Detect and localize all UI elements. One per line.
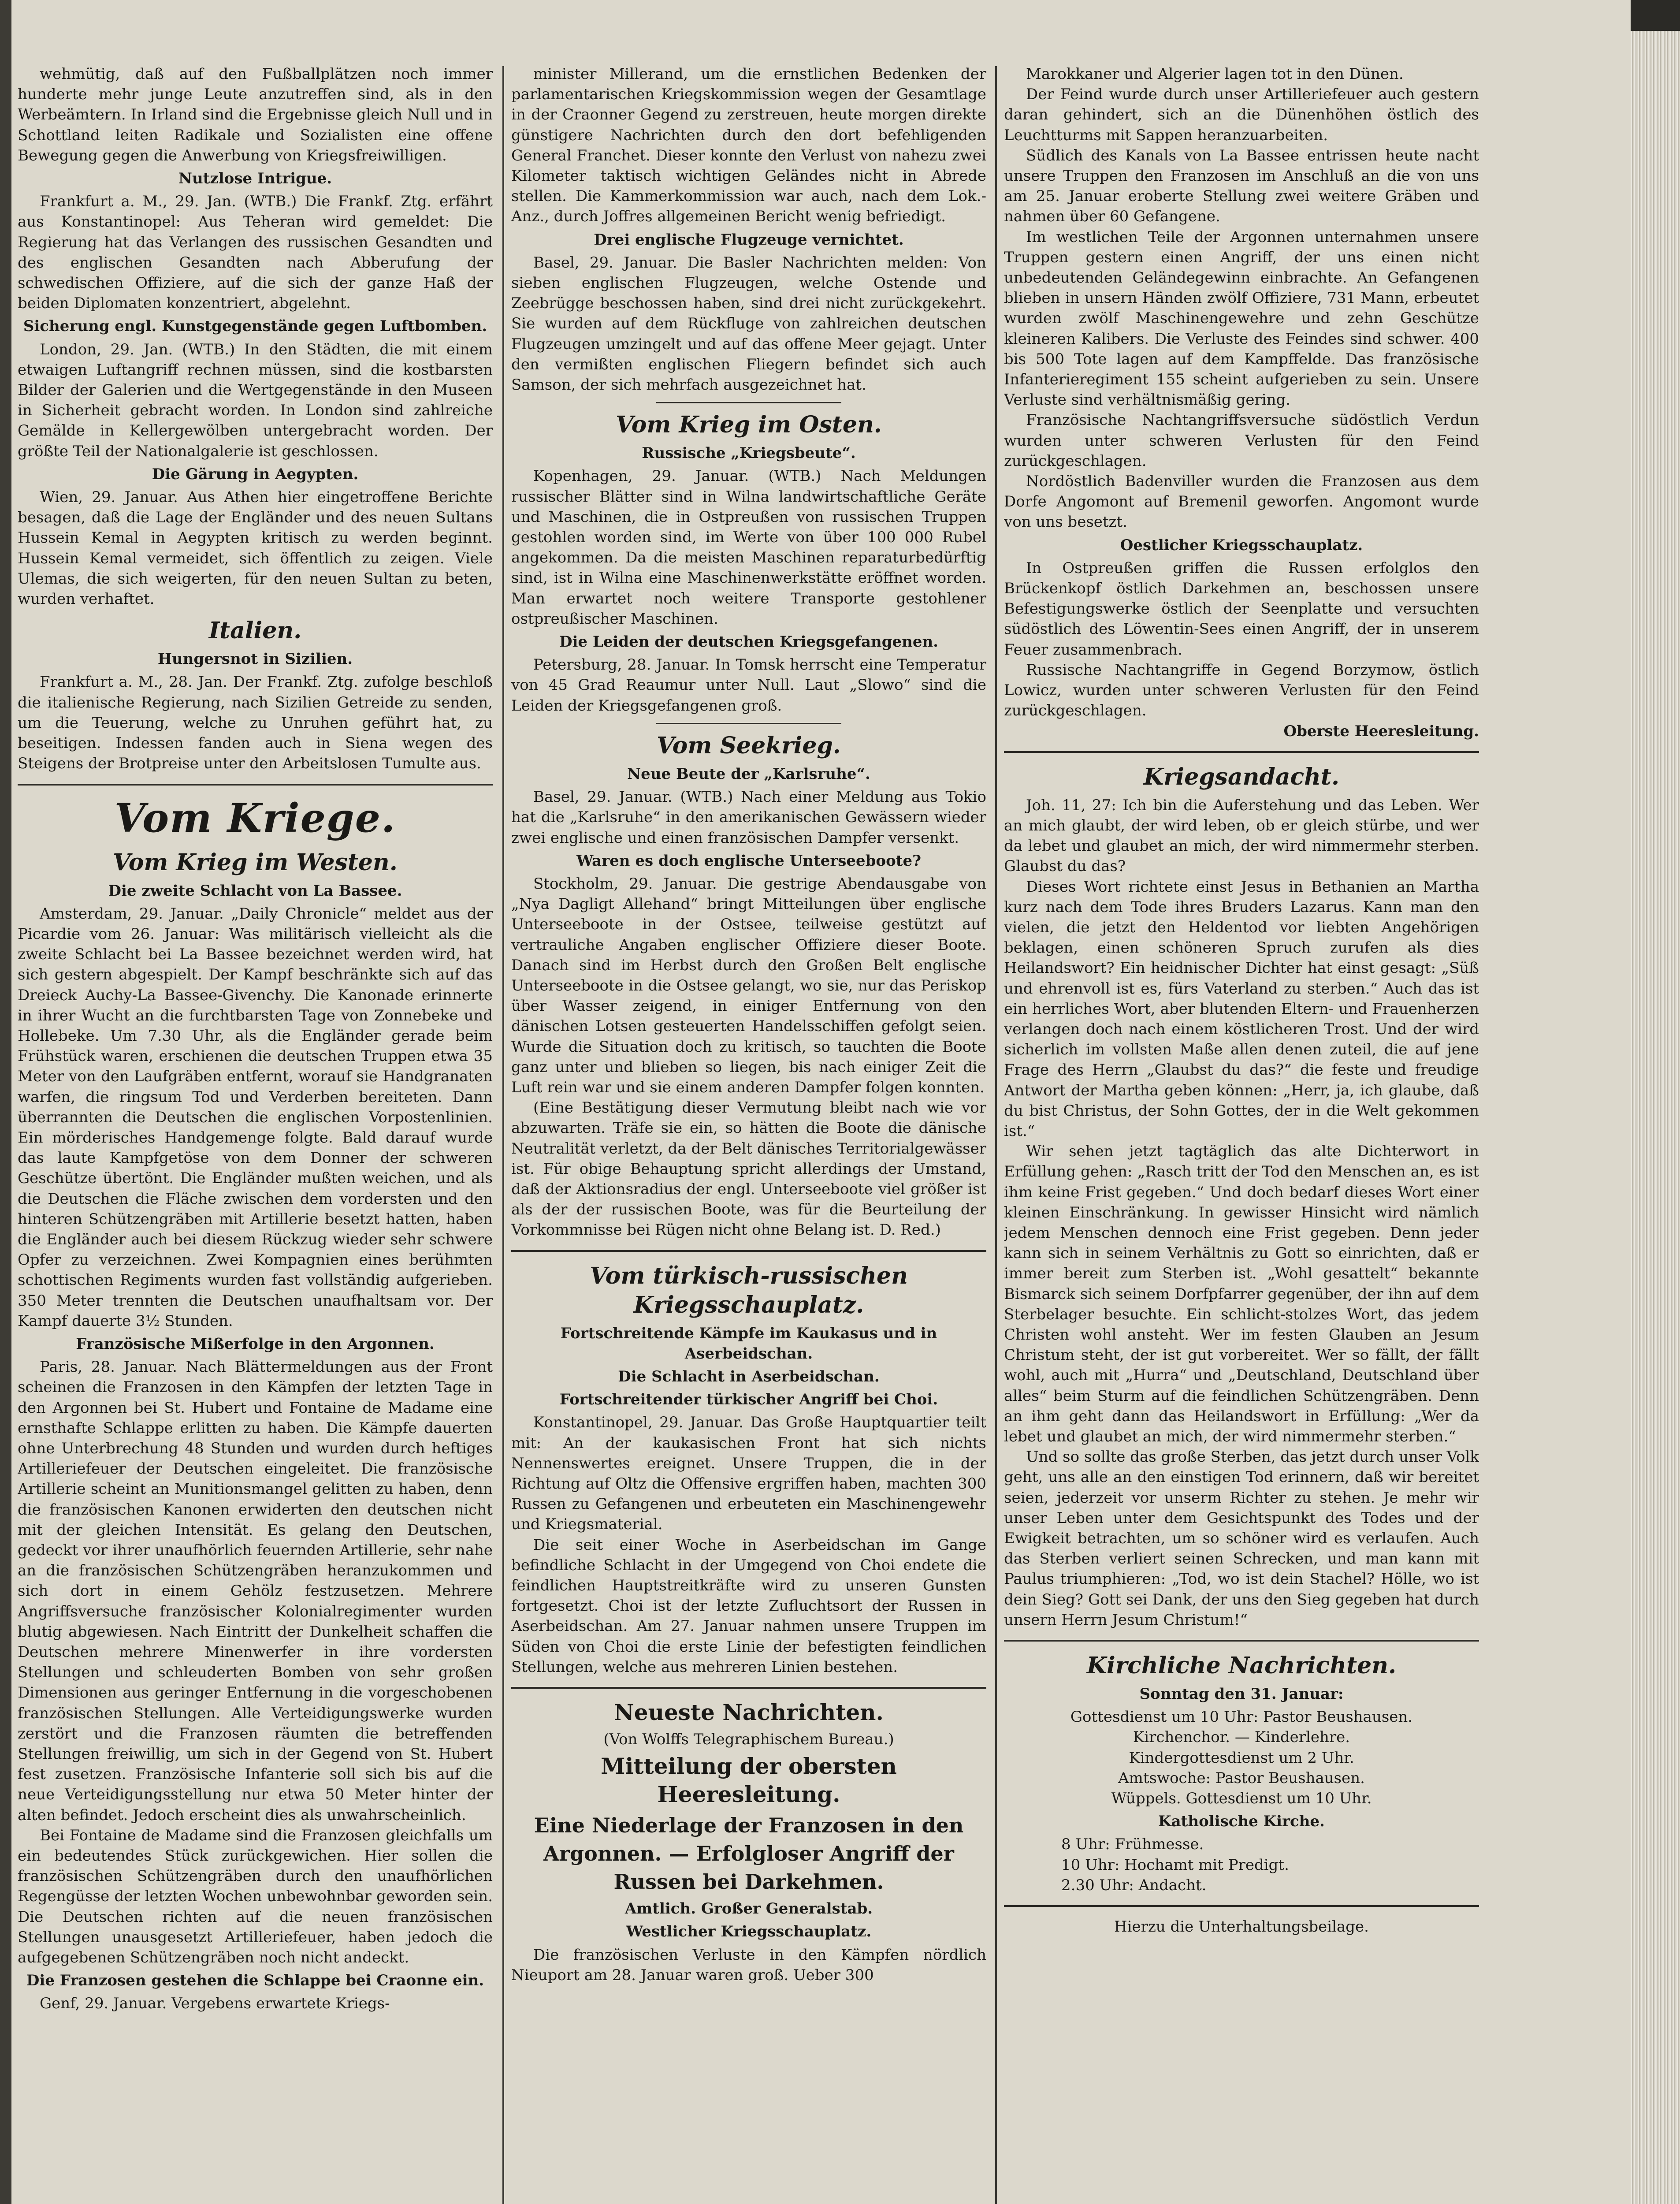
box-heading: Neueste Nachrichten. [614,1699,884,1726]
headline: Amtlich. Großer Generalstab. [624,1900,873,1918]
paragraph: Stockholm, 29. Januar. Die gestrige Abendausgabe von „Nya Dagligt Allehand“ bringt Mitteilungen über englische Unterseeboote in der Ostsee, teilweise gestützt auf vertrauliche Angaben englischer Offiziere dieser Boote. Danach sind im Herbst durch den Großen Belt englische Unterseeboote in die Ostsee gelangt, wo sie, nur das Periskop über Wasser zeigend, in einiger Entfernung von den dänischen Lotsen gesteuerten Handelsschiffen gefolgt seien. Wurde die Situation doch zu kritisch, so tauchten die Boote ganz unter und blieben so liegen, bis nach einiger Zeit die Luft rein war und sie einem anderen Dampfer folgen konnten. [511,875,986,1096]
signature: Oberste Heeresleitung. [1283,722,1479,740]
paragraph: Im westlichen Teile der Argonnen unternahmen unsere Truppen gestern einen Angriff, der uns einen nicht unbedeutenden Geländegewinn einbrachte. An Gefangenen blieben in unsern Händen zwölf Offiziere, 731 Mann, erbeutet wurden zwölf Maschinengewehre und zehn Geschütze kleineren Kalibers. Die Verluste des Feindes sind schwer. 400 bis 500 Tote lagen auf dem Kampffelde. Das französische Infanterieregiment 155 scheint aufgerieben zu sein. Unsere Verluste sind verhältnismäßig gering. [1004,228,1479,409]
column-divider [502,66,504,2204]
section-heading: Vom Seekrieg. [657,732,841,759]
section-heading: Italien. [208,617,302,644]
short-divider [656,402,841,403]
column-divider [995,66,997,2204]
paragraph: Nordöstlich Badenviller wurden die Franzosen aus dem Dorfe Angomont auf Bremenil geworfen. Angomont wurde von uns besetzt. [1004,473,1479,531]
rule-divider [511,1250,986,1252]
centered-line: Hierzu die Unterhaltungsbeilage. [1114,1918,1369,1936]
column-2 [511,64,986,2204]
paragraph: Französische Nachtangriffsversuche südöstlich Verdun wurden unter schweren Verlusten für den Feind zurückgeschlagen. [1004,411,1479,470]
short-divider [656,723,841,724]
paragraph: Genf, 29. Januar. Vergebens erwartete Kriegs- [40,1995,390,2013]
paragraph: Bei Fontaine de Madame sind die Franzosen gleichfalls um ein bedeutendes Stück zurückgewichen. Hier sollen die französischen Schützengräben durch den unaufhörlichen Regengüsse der letzten Wochen unbewohnbar geworden sein. Die Deutschen richten auf die neuen französischen Stellungen unausgesetzt Artilleriefeuer, haben jedoch die aufgegebenen Schützengräben noch nicht andeckt. [18,1826,493,1967]
headline: Fortschreitender türkischer Angriff bei Choi. [559,1391,938,1409]
paragraph: Petersburg, 28. Januar. In Tomsk herrscht eine Temperatur von 45 Grad Reaumur unter Null. Laut „Slowo“ sind die Leiden der Kriegsgefangenen groß. [511,656,986,715]
centered-line: Gottesdienst um 10 Uhr: Pastor Beushausen. [1070,1708,1413,1726]
box-text: Eine Niederlage der Franzosen in den Argonnen. — Erfolgloser Angriff der Russen bei Darkehmen. [534,1813,964,1894]
paragraph: Russische Nachtangriffe in Gegend Borzymow, östlich Lowicz, wurden unter schweren Verlusten für den Feind zurückgeschlagen. [1004,661,1479,720]
paragraph: wehmütig, daß auf den Fußballplätzen noch immer hunderte mehr junge Leute anzutreffen sind, als in den Werbeämtern. In Irland sind die Ergebnisse gleich Null und in Schottland leiten Radikale und Sozialisten eine offene Bewegung gegen die Anwerbung von Kriegsfreiwilligen. [18,65,493,164]
headline: Hungersnot in Sizilien. [157,650,353,668]
centered-line: Wüppels. Gottesdienst um 10 Uhr. [1111,1790,1372,1808]
centered-line: Amtswoche: Pastor Beushausen. [1118,1769,1365,1787]
paragraph: minister Millerand, um die ernstlichen Bedenken der parlamentarischen Kriegskommission wegen der Gesamtlage in der Craonner Gegend zu zerstreuen, heute morgen direkte günstigere Nachrichten durch den dort befehligenden General Franchet. Dieser konnte den Verlust von nahezu zwei Kilometer taktisch wichtigen Geländes nicht in Abrede stellen. Die Kammerkommission war auch, nach dem Lok.-Anz., durch Joffres allgemeinen Bericht wenig befriedigt. [511,65,986,226]
centered-line: Kirchenchor. — Kinderlehre. [1133,1728,1350,1746]
paragraph: Konstantinopel, 29. Januar. Das Große Hauptquartier teilt mit: An der kaukasischen Front hat sich nichts Nennenswertes ereignet. Unsere Truppen, die in der Richtung auf Oltz die Offensive ergriffen haben, machten 300 Russen zu Gefangenen und erbeuteten ein Maschinengewehr und Kriegsmaterial. [511,1414,986,1534]
headline: Die Franzosen gestehen die Schlappe bei Craonne ein. [26,1972,484,1990]
section-heading: Vom türkisch-russischen Kriegsschauplatz. [590,1262,908,1318]
paragraph: Wir sehen jetzt tagtäglich das alte Dichterwort in Erfüllung gehen: „Rasch tritt der Tod den Menschen an, es ist ihm keine Frist gegeben.“ Und doch bedarf dieses Wort einer kleinen Einschränkung. In gewisser Hinsicht wird nämlich jedem Menschen dennoch eine Frist gegeben. Denn jeder kann sich in seinem Verhältnis zu Gott so einrichten, daß er immer bereit zum Sterben ist. „Wohl gesattelt“ bekannte Bismarck sich seinem Dorfpfarrer gegenüber, der ihn auf dem Sterbelager besuchte. Ein schlicht-stolzes Wort, das jedem Christen wohl ansteht. Wer im festen Glauben an Jesum Christum steht, der ist gut vorbereitet. Wer so fällt, der fällt wohl, auch mit „Hurra“ und „Deutschland, Deutschland über alles“ beim Sturm auf die feindlichen Schützengräben. Denn an ihm geht dann das Heilandswort in Erfüllung: „Wer da lebet und glaubet an mich, der wird nimmermehr sterben.“ [1004,1143,1479,1445]
centered-line: Kindergottesdienst um 2 Uhr. [1129,1749,1354,1767]
column-3 [1004,64,1479,2204]
schedule-line: 2.30 Uhr: Andacht. [1061,1876,1207,1894]
headline: Sonntag den 31. Januar: [1139,1685,1344,1703]
paragraph: Kopenhagen, 29. Januar. (WTB.) Nach Meldungen russischer Blätter sind in Wilna landwirtschaftliche Geräte und Maschinen, die in Ostpreußen von russischen Truppen gestohlen worden sind, im Werte von über 100 000 Rubel angekommen. Da die meisten Maschinen reparaturbedürftig sind, ist in Wilna eine Maschinenwerkstätte eröffnet worden. Man erwartet noch weitere Transporte gestohlener ostpreußischer Maschinen. [511,467,986,628]
section-heading: Kirchliche Nachrichten. [1086,1652,1397,1679]
headline: Russische „Kriegsbeute“. [642,444,856,462]
paragraph: Frankfurt a. M., 29. Jan. (WTB.) Die Frankf. Ztg. erfährt aus Konstantinopel: Aus Teheran wird gemeldet: Die Regierung hat das Verlangen des russischen Gesandten und des englischen Gesandten nach Abberufung der schwedischen Offiziere, auf die sich der ganze Haß der beiden Diplomaten konzentriert, abgelehnt. [18,193,493,313]
headline: Sicherung engl. Kunstgegenstände gegen Luftbomben. [23,317,487,335]
rule-divider [1004,751,1479,753]
paragraph: Die französischen Verluste in den Kämpfen nördlich Nieuport am 28. Januar waren groß. Ueber 300 [511,1946,986,1984]
rule-divider [1004,1640,1479,1642]
paragraph: Wien, 29. Januar. Aus Athen hier eingetroffene Berichte besagen, daß die Lage der Engländer und des neuen Sultans Hussein Kemal in Aegypten kritisch zu werden beginnt. Hussein Kemal vermeidet, sich öffentlich zu zeigen. Viele Ulemas, die sich weigerten, für den neuen Sultan zu beten, wurden verhaftet. [18,488,493,608]
headline: Die Gärung in Aegypten. [152,465,359,483]
rule-divider [18,784,493,786]
headline: Französische Mißerfolge in den Argonnen. [76,1335,435,1353]
paragraph: Basel, 29. Januar. (WTB.) Nach einer Meldung aus Tokio hat die „Karlsruhe“ in den amerikanischen Gewässern wieder zwei englische und einen französischen Dampfer versenkt. [511,788,986,847]
paragraph: Dieses Wort richtete einst Jesus in Bethanien an Martha kurz nach dem Tode ihres Bruders Lazarus. Kann man den vielen, die jetzt den Heldentod vor liebten Angehörigen beklagen, einen schöneren Spruch zurufen als dies Heilandswort? Ein heidnischer Dichter hat einst gesagt: „Süß und ehrenvoll ist es, fürs Vaterland zu sterben.“ Auch das ist ein herrliches Wort, aber blutenden Eltern- und Frauenherzen verlangen doch nach einem köstlicheren Trost. Und der wird sicherlich im vollsten Maße allen denen zuteil, die auf jene Frage des Herrn „Glaubst du das?“ die feste und freudige Antwort der Martha geben können: „Herr, ja, ich glaube, daß du bist Christus, der Sohn Gottes, der in die Welt gekommen ist.“ [1004,878,1479,1140]
paragraph: Joh. 11, 27: Ich bin die Auferstehung und das Leben. Wer an mich glaubt, der wird leben, ob er gleich stürbe, und wer da lebet und glaubet an mich, der wird nimmermehr sterben. Glaubst du das? [1004,796,1479,875]
box-heading: Mitteilung der obersten Heeresleitung. [601,1753,897,1808]
page-stack-edge [1631,31,1680,2204]
headline: Die zweite Schlacht von La Bassee. [108,882,402,900]
headline: Fortschreitende Kämpfe im Kaukasus und in Aserbeidschan. [560,1324,937,1363]
rule-divider [511,1687,986,1689]
headline: Katholische Kirche. [1158,1813,1325,1831]
paragraph: In Ostpreußen griffen die Russen erfolglos den Brückenkopf östlich Darkehmen an, beschossen unsere Befestigungswerke östlich der Seenplatte und versuchten südöstlich des Löwentin-Sees einen Angriff, der in unserem Feuer zusammenbrach. [1004,559,1479,659]
headline: Die Leiden der deutschen Kriegsgefangenen. [559,633,939,651]
headline: Oestlicher Kriegsschauplatz. [1120,536,1363,554]
headline: Westlicher Kriegsschauplatz. [626,1923,872,1941]
rule-divider [1004,1905,1479,1907]
headline: Neue Beute der „Karlsruhe“. [627,765,870,783]
paragraph: Paris, 28. Januar. Nach Blättermeldungen aus der Front scheinen die Franzosen in den Kämpfen der letzten Tage in den Argonnen bei St. Hubert und Fontaine de Madame eine ernsthafte Schlappe erlitten zu haben. Die Kämpfe dauerten ohne Unterbrechung 48 Stunden und wurden durch heftiges Artilleriefeuer der Deutschen eingeleitet. Die französische Artillerie scheint an Munitionsmangel gelitten zu haben, denn die französischen Kanonen erwiderten den deutschen nicht mit der gleichen Intensität. Es gelang den Deutschen, gedeckt vor ihrer unaufhörlich feuernden Artillerie, sehr nahe an die französischen Schützengräben heranzukommen und sich dort in einem Gehölz festzusetzen. Mehrere Angriffsversuche französischer Kolonialregimenter wurden blutig abgewiesen. Nach Eintritt der Dunkelheit schaffen die Deutschen mehrere Minenwerfer in ihre vordersten Stellungen und schleuderten Bomben von sehr großen Dimensionen aus geringer Entfernung in die vorgeschobenen französischen Stellungen. Alle Verteidigungswerke wurden zerstört und die Franzosen räumten die betreffenden Stellungen freiwillig, um sich in der Gegend von St. Hubert fest zusetzen. Französische Infanterie soll sich bis auf die neue Verteidigungsstellung nur etwa 50 Meter hinter der alten befindet. Jedoch erscheint dies als unwahrscheinlich. [18,1358,493,1824]
section-heading: Vom Krieg im Westen. [113,849,398,876]
paragraph: (Eine Bestätigung dieser Vermutung bleibt nach wie vor abzuwarten. Träfe sie ein, so hätten die Boote die dänische Neutralität verletzt, da der Belt dänisches Territorialgewässer ist. Für obige Behauptung spricht allerdings der Umstand, daß der Aktionsradius der engl. Unterseeboote viel größer ist als der der russischen Boote, was für die Beurteilung der Vorkommnisse bei Rügen nicht ohne Belang ist. D. Red.) [511,1099,986,1239]
paragraph: Südlich des Kanals von La Bassee entrissen heute nacht unsere Truppen den Franzosen im Anschluß an die von uns am 25. Januar eroberte Stellung zwei weitere Gräben und nahmen über 60 Gefangene. [1004,146,1479,226]
paragraph: Der Feind wurde durch unser Artilleriefeuer auch gestern daran gehindert, sich an die Dünenhöhen östlich des Leuchtturms mit Sappen heranzuarbeiten. [1004,86,1479,144]
paragraph: Die seit einer Woche in Aserbeidschan im Gange befindliche Schlacht in der Umgegend von Choi endete die feindlichen Hauptstreitkräfte wird zu unseren Gunsten fortgesetzt. Choi ist der letzte Zufluchtsort der Russen in Aserbeidschan. Am 27. Januar nahmen unsere Truppen im Süden von Choi die erste Linie der befestigten feindlichen Stellungen, welche aus mehreren Linien bestehen. [511,1536,986,1676]
centered-line: (Von Wolffs Telegraphischem Bureau.) [603,1731,894,1749]
column-1 [18,64,493,2204]
paragraph: Amsterdam, 29. Januar. „Daily Chronicle“ meldet aus der Picardie vom 26. Januar: Was militärisch vielleicht als die zweite Schlacht bei La Bassee bezeichnet werden wird, hat sich gestern abgespielt. Der Kampf beschränkte sich auf das Dreieck Auchy-La Bassee-Givenchy. Die Kanonade erinnerte in ihrer Wucht an die furchtbarsten Tage von Zonnebeke und Hollebeke. Um 7.30 Uhr, als die Engländer gerade beim Frühstück waren, erschienen die deutschen Truppen etwa 35 Meter von den Laufgräben entfernt, worauf sie Handgranaten warfen, die ringsum Tod und Verderben bereiteten. Dann überrannten die Deutschen die englischen Vorpostenlinien. Ein mörderisches Handgemenge folgte. Bald darauf wurde das laute Kampfgetöse von dem Donner der schweren Geschütze übertönt. Die Engländer mußten weichen, und als die Deutschen die Fläche zwischen dem vordersten und den hinteren Schützengräben mit Artillerie besetzt hatten, haben die Engländer auch bei diesem Rückzug wieder sehr schwere Opfer zu verzeichnen. Zwei Kompagnien eines berühmten schottischen Regiments wurden fast vollständig aufgerieben. 350 Meter trennten die Deutschen unaufhaltsam vor. Der Kampf dauerte 3½ Stunden. [18,905,493,1330]
headline: Drei englische Flugzeuge vernichtet. [594,231,904,249]
schedule-line: 8 Uhr: Frühmesse. [1061,1835,1204,1854]
paragraph: Marokkaner und Algerier lagen tot in den Dünen. [1026,65,1404,83]
headline: Die Schlacht in Aserbeidschan. [618,1367,880,1385]
section-title: Vom Kriege. [114,794,396,841]
book-gutter [0,0,11,2204]
paragraph: Frankfurt a. M., 28. Jan. Der Frankf. Ztg. zufolge beschloß die italienische Regierung, nach Sizilien Getreide zu senden, um die Teuerung, welche zu Unruhen geführt hat, zu beseitigen. Indessen fanden auch in Siena wegen des Steigens der Brotpreise unter den Arbeitslosen Tumulte aus. [18,673,493,773]
paragraph: Und so sollte das große Sterben, das jetzt durch unser Volk geht, uns alle an den einstigen Tod erinnern, daß wir bereitet seien, jederzeit vor unserm Richter zu stehen. Je mehr wir unser Leben unter dem Gesichtspunkt des Todes und der Ewigkeit betrachten, um so schöner wird es verlaufen. Auch das Sterben verliert seinen Schrecken, und man kann mit Paulus triumphieren: „Tod, wo ist dein Stachel? Hölle, wo ist dein Sieg? Gott sei Dank, der uns den Sieg gegeben hat durch unsern Herrn Jesum Christum!“ [1004,1448,1479,1629]
section-heading: Vom Krieg im Osten. [616,411,882,439]
headline: Nutzlose Intrigue. [178,170,332,188]
schedule-line: 10 Uhr: Hochamt mit Predigt. [1061,1856,1289,1874]
section-heading: Kriegsandacht. [1143,763,1340,790]
paragraph: Basel, 29. Januar. Die Basler Nachrichten melden: Von sieben englischen Flugzeugen, welche Ostende und Zeebrügge beschossen haben, sind drei nicht zurückgekehrt. Sie wurden auf dem Rückfluge von zahlreichen deutschen Flugzeugen umzingelt und auf das offene Meer gejagt. Unter den vermißten englischen Fliegern befindet sich auch Samson, der sich mehrfach ausgezeichnet hat. [511,253,986,394]
paragraph: London, 29. Jan. (WTB.) In den Städten, die mit einem etwaigen Luftangriff rechnen müssen, sind die kostbarsten Bilder der Galerien und die Wertgegenstände in den Museen in Sicherheit gebracht worden. In London sind zahlreiche Gemälde in Kellergewölben untergebracht worden. Der größte Teil der Nationalgalerie ist geschlossen. [18,340,493,460]
headline: Waren es doch englische Unterseeboote? [576,852,922,870]
